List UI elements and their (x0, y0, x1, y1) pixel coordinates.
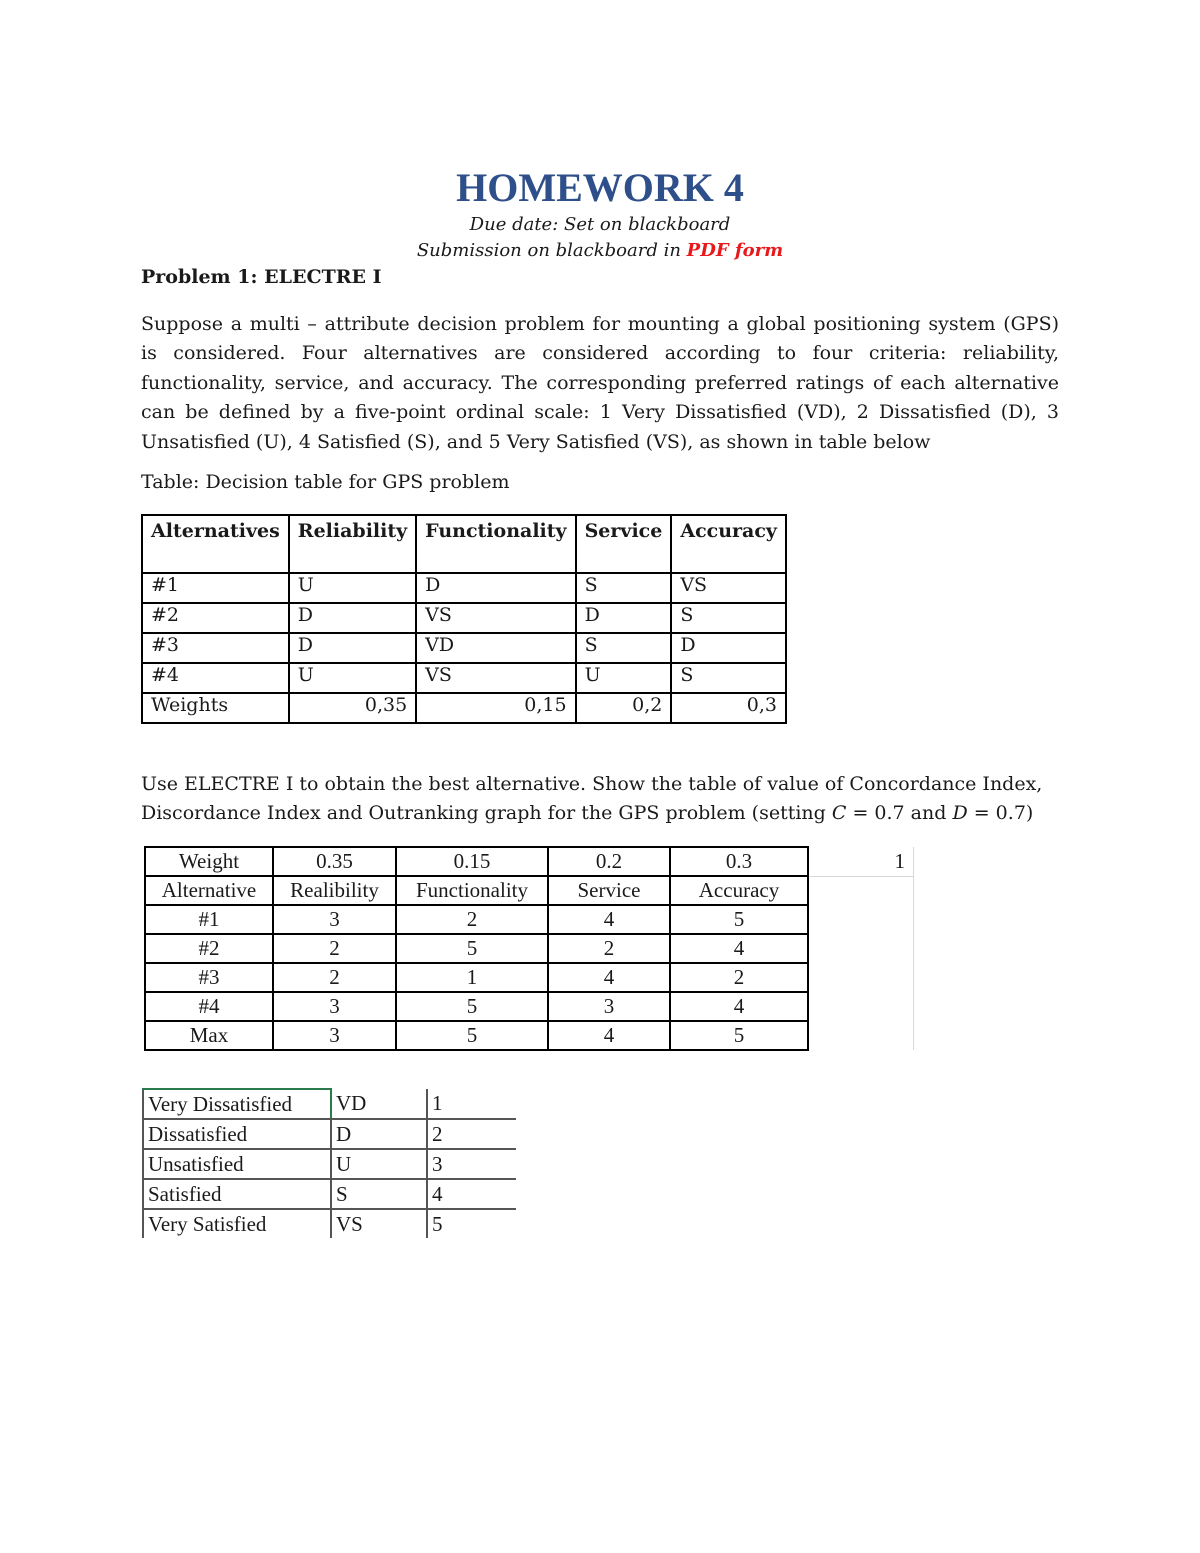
spreadsheet-table (144, 846, 914, 1051)
table-cell: 2 (273, 934, 396, 963)
problem-paragraph: Suppose a multi – attribute decision problem for mounting a global positioning system (GPS) is considered. Four alternatives are considered according to four criteria: reliability, functionality, service, and accuracy. The corresponding preferred ratings of each alternative can be defined by a five-point ordinal scale: 1 Very Dissatisfied (VD), 2 Dissatisfied (D), 3 Unsatisfied (U), 4 Satisfied (S), and 5 Very Satisfied (VS), as shown in table below (141, 313, 1059, 453)
empty-cell (808, 992, 914, 1021)
table-cell: 4 (548, 1021, 670, 1050)
table-cell: Dissatisfied (143, 1119, 331, 1149)
table-cell: U (331, 1149, 427, 1179)
table-cell: S (331, 1179, 427, 1209)
table-cell: U (289, 663, 416, 693)
table-cell: Very Satisfied (143, 1209, 331, 1238)
instruction-c-symbol: C (831, 802, 847, 825)
submission-note (0, 240, 1200, 261)
table-cell: S (576, 573, 672, 603)
table-cell: #4 (142, 663, 289, 693)
table-row (145, 963, 914, 992)
table-cell: VS (671, 573, 786, 603)
header-cell: Alternatives (142, 515, 289, 573)
header-cell: Accuracy (671, 515, 786, 573)
submission-prefix: Submission on blackboard in (416, 240, 687, 261)
table-cell: Satisfied (143, 1179, 331, 1209)
table-cell: S (576, 633, 672, 663)
instruction-text: Use ELECTRE I to obtain the best alternative. Show the table of value of Concordance Index, Discordance Index and Outranking graph for the GPS problem (setting (141, 773, 1043, 825)
table-row (143, 1089, 516, 1119)
table-cell: Weight (145, 847, 273, 876)
table-cell: 5 (670, 1021, 808, 1050)
rating-scale-table (142, 1088, 516, 1238)
table-cell: S (671, 603, 786, 633)
table-cell: 3 (273, 992, 396, 1021)
header-cell: Functionality (396, 876, 548, 905)
header-cell: Service (548, 876, 670, 905)
table-row (142, 573, 786, 603)
weight-sum-cell: 1 (808, 847, 914, 876)
sheet-header-row (145, 876, 914, 905)
weight-cell: 0,3 (671, 693, 786, 723)
table-cell: #2 (142, 603, 289, 633)
weight-cell: 0,2 (576, 693, 672, 723)
table-cell: #4 (145, 992, 273, 1021)
table-cell: 4 (670, 992, 808, 1021)
weights-row (142, 693, 786, 723)
table-cell: 0.15 (396, 847, 548, 876)
table-cell: 1 (427, 1089, 516, 1119)
table-cell: 2 (273, 963, 396, 992)
table-cell: #3 (142, 633, 289, 663)
table-cell: 5 (396, 934, 548, 963)
table-cell: 2 (670, 963, 808, 992)
table-row (142, 603, 786, 633)
page-title: HOMEWORK 4 (456, 165, 744, 210)
empty-cell (808, 934, 914, 963)
table-cell: U (289, 573, 416, 603)
table-cell: D (289, 633, 416, 663)
table-cell: 5 (427, 1209, 516, 1238)
table-cell: 5 (396, 992, 548, 1021)
table-cell: D (331, 1119, 427, 1149)
table-cell: 2 (396, 905, 548, 934)
table-row (142, 633, 786, 663)
table-cell: 3 (273, 1021, 396, 1050)
table-cell: 4 (548, 963, 670, 992)
weight-row (145, 847, 914, 876)
table-cell: 4 (670, 934, 808, 963)
empty-cell (808, 963, 914, 992)
table-cell: #1 (142, 573, 289, 603)
header-cell: Functionality (416, 515, 575, 573)
instruction-d-symbol: D (952, 802, 968, 825)
table-row (143, 1179, 516, 1209)
header-cell: Reliability (289, 515, 416, 573)
instruction-paragraph (141, 770, 1071, 829)
empty-cell (808, 876, 914, 905)
instruction-text: = 0.7 and (846, 802, 953, 825)
header-cell: Accuracy (670, 876, 808, 905)
table-cell: 5 (396, 1021, 548, 1050)
table-cell: 1 (396, 963, 548, 992)
table-cell: VD (331, 1089, 427, 1119)
header-cell: Service (576, 515, 672, 573)
weight-cell: 0,35 (289, 693, 416, 723)
due-date: Due date: Set on blackboard (469, 214, 731, 235)
table-cell: S (671, 663, 786, 693)
table-cell: #3 (145, 963, 273, 992)
decision-table (141, 514, 787, 724)
table-cell: #2 (145, 934, 273, 963)
empty-cell (808, 905, 914, 934)
table-cell: 3 (273, 905, 396, 934)
table-cell: D (576, 603, 672, 633)
table-cell: D (289, 603, 416, 633)
table-row (142, 663, 786, 693)
table-cell: VS (331, 1209, 427, 1238)
problem-heading: Problem 1: ELECTRE I (141, 266, 382, 288)
table-row (145, 992, 914, 1021)
max-row (145, 1021, 914, 1050)
table-row (145, 934, 914, 963)
table-caption: Table: Decision table for GPS problem (141, 471, 510, 493)
weight-cell: 0,15 (416, 693, 575, 723)
table-cell: VS (416, 603, 575, 633)
decision-header-row (142, 515, 786, 573)
table-cell: 4 (427, 1179, 516, 1209)
table-row (143, 1149, 516, 1179)
table-cell: D (671, 633, 786, 663)
table-row (143, 1119, 516, 1149)
table-cell: 5 (670, 905, 808, 934)
table-cell: 0.35 (273, 847, 396, 876)
pdf-form-highlight: PDF form (686, 240, 784, 261)
table-cell: U (576, 663, 672, 693)
header-cell: Alternative (145, 876, 273, 905)
table-cell: 0.2 (548, 847, 670, 876)
table-cell: 0.3 (670, 847, 808, 876)
table-cell: 3 (427, 1149, 516, 1179)
header-cell: Realibility (273, 876, 396, 905)
table-row (143, 1209, 516, 1238)
table-cell: 2 (427, 1119, 516, 1149)
table-cell: 3 (548, 992, 670, 1021)
table-cell: VS (416, 663, 575, 693)
table-cell: D (416, 573, 575, 603)
table-cell: #1 (145, 905, 273, 934)
table-cell: Unsatisfied (143, 1149, 331, 1179)
empty-cell (808, 1021, 914, 1050)
table-cell: VD (416, 633, 575, 663)
table-cell: 4 (548, 905, 670, 934)
table-cell: Weights (142, 693, 289, 723)
table-cell: Very Dissatisfied (143, 1089, 331, 1119)
instruction-text: = 0.7) (967, 802, 1034, 825)
table-cell: Max (145, 1021, 273, 1050)
table-row (145, 905, 914, 934)
table-cell: 2 (548, 934, 670, 963)
